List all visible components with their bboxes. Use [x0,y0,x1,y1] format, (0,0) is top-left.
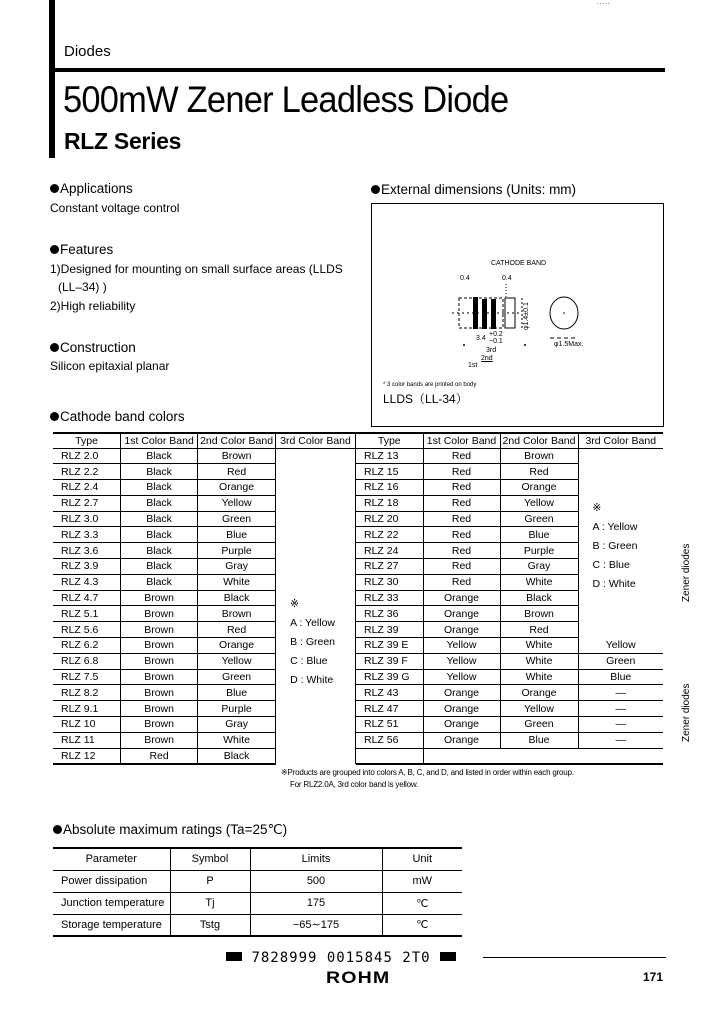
color-band-note: * 3 color bands are printed on body [383,382,477,388]
col-header-band2: 2nd Color Band [500,433,578,448]
col-header-band3: 3rd Color Band [578,433,663,448]
cathode-band-footnote: ※Products are grouped into colors A, B, C, and D, and listed in order within each group. For RLZ2.0A, 3rd color band is yellow. [281,768,574,789]
dim-right: 0.4 [502,275,512,282]
bullet-icon [371,185,380,194]
mark-block-icon [226,952,242,961]
band-2nd-label: 2nd [481,355,493,362]
table-row: RLZ 10 Brown Gray [53,717,356,733]
table-row: RLZ 7.5 Brown Green [53,669,356,685]
table-row: RLZ 2.4 Black Orange [53,480,356,496]
bullet-icon [53,825,62,834]
col-header-band3: 3rd Color Band [276,433,356,448]
applications-heading: Applications [50,181,133,196]
dim-body-diameter: φ1.4±0.1 [523,302,530,330]
col-header-limits: Limits [250,848,382,870]
band-3rd-label: 3rd [486,347,497,354]
table-row: RLZ 6.2 Brown Orange [53,638,356,654]
table-row: Junction temperature Tj 175 ℃ [53,892,462,914]
table-row: RLZ 12 Red Black [53,748,356,764]
table-row: RLZ 15 Red Red [356,464,663,480]
table-row: RLZ 39 F Yellow White Green [356,653,663,669]
dimension-drawing-box [371,203,664,427]
table-row: RLZ 20 Red Green [356,511,663,527]
dim-length-tol-plus: +0.2 [489,331,503,338]
col-header-parameter: Parameter [53,848,170,870]
top-mark: ..... [597,0,611,6]
table-row: RLZ 16 Red Orange [356,480,663,496]
col-header-band2: 2nd Color Band [198,433,276,448]
page-number: 171 [643,970,664,984]
table-row: RLZ 47 Orange Yellow — [356,701,663,717]
header-rule [55,68,665,72]
bullet-icon [50,412,59,421]
cathode-band-label: CATHODE BAND [491,260,547,267]
table-row: RLZ 22 Red Blue [356,527,663,543]
dim-left: 0.4 [460,275,470,282]
table-row: RLZ 39 G Yellow White Blue [356,669,663,685]
mark-block-icon [440,952,456,961]
side-tab-label: Zener diodes [681,543,692,602]
table-row: RLZ 8.2 Brown Blue [53,685,356,701]
bullet-icon [50,343,59,352]
table-row: RLZ 33 Orange Black [356,590,663,606]
table-row: RLZ 30 Red White [356,574,663,590]
absolute-max-ratings-heading: Absolute maximum ratings (Ta=25℃) [53,822,287,838]
table-row: RLZ 39 Orange Red [356,622,663,638]
cathode-band-table-right [356,432,663,765]
col-header-band1: 1st Color Band [423,433,500,448]
print-code: 7828999 0015845 2T0 [226,950,456,966]
table-row: RLZ 5.6 Brown Red [53,622,356,638]
table-row: RLZ 27 Red Gray [356,559,663,575]
package-label: LLDS（LL-34） [383,392,468,406]
table-row: RLZ 6.8 Brown Yellow [53,653,356,669]
col-header-type: Type [53,433,121,448]
bullet-icon [50,184,59,193]
table-row: RLZ 36 Orange Brown [356,606,663,622]
table-row: RLZ 3.9 Black Gray [53,559,356,575]
table-row: RLZ 3.3 Black Blue [53,527,356,543]
table-row: RLZ 39 E Yellow White Yellow [356,638,663,654]
band-1st-label: 1st [468,362,478,369]
table-row: RLZ 24 Red Purple [356,543,663,559]
bullet-icon [50,245,59,254]
cathode-band-table-left [53,432,356,765]
col-header-symbol: Symbol [170,848,250,870]
table-row: RLZ 2.2 Black Red [53,464,356,480]
table-row: RLZ 3.6 Black Purple [53,543,356,559]
table-row: RLZ 5.1 Brown Brown [53,606,356,622]
table-row: RLZ 51 Orange Green — [356,717,663,733]
table-row: RLZ 56 Orange Blue — [356,732,663,748]
table-row: RLZ 18 Red Yellow [356,495,663,511]
table-row: RLZ 2.0 Black Brown ※ A : Yellow B : Green C : Blue D : White [53,448,356,464]
table-row: RLZ 2.7 Black Yellow [53,495,356,511]
table-row: RLZ 13 Red Brown ※ A : Yellow B : Green C : Blue D : White [356,448,663,464]
col-header-type: Type [356,433,423,448]
table-row: RLZ 4.7 Brown Black [53,590,356,606]
table-row: RLZ 43 Orange Orange — [356,685,663,701]
table-row: RLZ 3.0 Black Green [53,511,356,527]
table-row-empty [356,748,663,764]
page-title: 500mW Zener Leadless Diode [63,79,509,120]
feature-item: 1)Designed for mounting on small surface areas (LLDS [50,262,343,276]
table-row: RLZ 4.3 Black White [53,574,356,590]
construction-heading: Construction [50,340,136,355]
dim-length-tol-minus: −0.1 [489,338,503,345]
footer-rule [483,957,666,958]
color-group-legend-left: ※ A : Yellow B : Green C : Blue D : White [276,448,356,764]
table-row: RLZ 9.1 Brown Purple [53,701,356,717]
table-row: RLZ 11 Brown White [53,732,356,748]
absolute-max-ratings-table [53,847,462,937]
applications-text: Constant voltage control [50,201,180,215]
dim-length: 3.4 [476,335,486,342]
color-group-legend-right: ※ A : Yellow B : Green C : Blue D : White [592,501,638,590]
feature-item: 2)High reliability [50,299,136,313]
col-header-unit: Unit [382,848,462,870]
left-margin-bar [49,0,55,158]
cathode-band-colors-heading: Cathode band colors [50,409,185,424]
col-header-band1: 1st Color Band [121,433,198,448]
table-row: Power dissipation P 500 mW [53,870,462,892]
dim-end-diameter: φ1.5Max. [554,341,584,348]
brand-logo: ROHM [326,968,391,987]
feature-item: (LL–34) ) [58,280,107,294]
category-label: Diodes [64,43,111,60]
features-heading: Features [50,242,113,257]
external-dimensions-heading: External dimensions (Units: mm) [371,182,576,197]
table-row: Storage temperature Tstg −65∼175 ℃ [53,914,462,936]
series-subtitle: RLZ Series [64,128,182,154]
construction-text: Silicon epitaxial planar [50,359,170,373]
side-tab-label: Zener diodes [681,683,692,742]
